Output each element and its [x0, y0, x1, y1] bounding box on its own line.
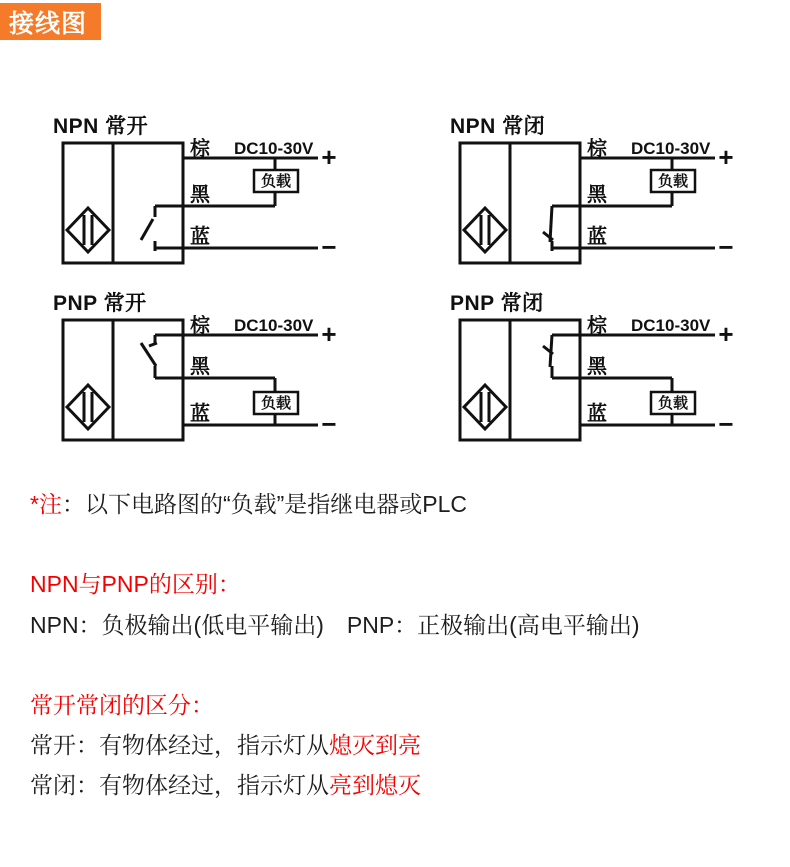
polarity-positive: +: [321, 319, 337, 349]
npn-pnp-description: NPN：负极输出(低电平输出) PNP：正极输出(高电平输出): [30, 612, 640, 638]
switch-closed-icon: [543, 335, 553, 378]
proximity-sensor-icon: [464, 208, 506, 252]
supply-label: DC10-30V: [631, 139, 711, 158]
diagram-npn-normally-open: [53, 110, 353, 270]
proximity-sensor-icon: [67, 385, 109, 429]
section-heading-npn-vs-pnp: NPN与PNP的区别：: [30, 571, 241, 597]
diagram-title: PNP 常闭: [450, 292, 544, 315]
polarity-positive: +: [718, 319, 734, 349]
supply-label: DC10-30V: [631, 316, 711, 335]
supply-label: DC10-30V: [234, 139, 314, 158]
wire-label-black: 黑: [190, 356, 210, 378]
wire-label-blue: 蓝: [587, 403, 607, 425]
polarity-negative: −: [718, 409, 734, 439]
wire-label-blue: 蓝: [190, 403, 210, 425]
wire-label-blue: 蓝: [190, 226, 210, 248]
wire-label-brown: 棕: [190, 315, 210, 337]
switch-open-icon: [141, 206, 155, 251]
section-heading-no-vs-nc: 常开常闭的区分：: [30, 692, 214, 718]
wire-label-black: 黑: [587, 184, 607, 206]
polarity-negative: −: [321, 409, 337, 439]
load-label: 负载: [657, 173, 689, 190]
normally-closed-description: 常闭：有物体经过，指示灯从亮到熄灭: [30, 772, 421, 798]
polarity-negative: −: [321, 232, 337, 262]
note-prefix: *注: [30, 491, 62, 517]
polarity-negative: −: [718, 232, 734, 262]
wire-label-blue: 蓝: [587, 226, 607, 248]
diagram-pnp-normally-open: [53, 287, 353, 447]
wire-label-black: 黑: [190, 184, 210, 206]
circuit-pnp-no-svg: [53, 315, 353, 447]
diagram-pnp-normally-closed: [450, 287, 750, 447]
wire-label-brown: 棕: [587, 315, 607, 337]
polarity-positive: +: [321, 142, 337, 172]
proximity-sensor-icon: [464, 385, 506, 429]
diagram-npn-normally-closed: [450, 110, 750, 270]
switch-open-icon: [141, 335, 157, 378]
polarity-positive: +: [718, 142, 734, 172]
badge-label: 接线图: [9, 9, 88, 38]
diagram-title: PNP 常开: [53, 292, 147, 315]
circuit-npn-no-svg: [53, 138, 353, 270]
load-label: 负载: [657, 395, 689, 412]
wire-label-black: 黑: [587, 356, 607, 378]
normally-open-description: 常开：有物体经过，指示灯从熄灭到亮: [30, 732, 421, 758]
load-label: 负载: [260, 395, 292, 412]
diagram-title: NPN 常开: [53, 115, 149, 138]
wire-label-brown: 棕: [190, 138, 210, 160]
proximity-sensor-icon: [67, 208, 109, 252]
note-line: [30, 486, 467, 519]
diagram-title: NPN 常闭: [450, 115, 546, 138]
circuit-pnp-nc-svg: [450, 315, 750, 447]
supply-label: DC10-30V: [234, 316, 314, 335]
circuit-npn-nc-svg: [450, 138, 750, 270]
note-body: ：以下电路图的“负载”是指继电器或PLC: [61, 491, 468, 517]
switch-closed-icon: [543, 206, 553, 251]
wiring-diagram-badge: [0, 3, 101, 40]
load-label: 负载: [260, 173, 292, 190]
wire-label-brown: 棕: [587, 138, 607, 160]
